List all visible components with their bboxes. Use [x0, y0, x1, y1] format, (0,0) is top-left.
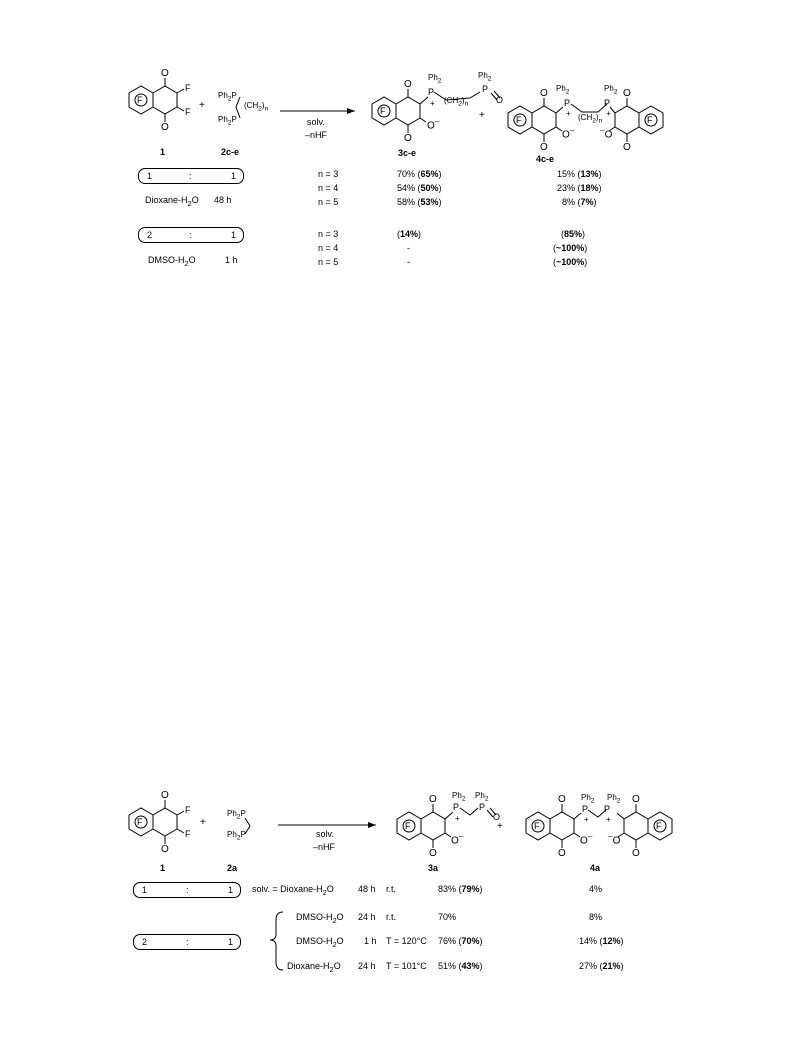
yield-4: (85%) [561, 229, 586, 239]
atom-o: O [558, 794, 566, 805]
atom-p-plus: P [564, 98, 571, 108]
compound-number-2ce: 2c-e [221, 147, 240, 157]
atom-o-minus: O– [562, 125, 575, 141]
ratio-sep: : [186, 937, 189, 947]
time-label: 24 h [358, 912, 376, 922]
compound-number-2a: 2a [227, 863, 238, 873]
atom-o-minus: –O [608, 831, 621, 847]
atom-o: O [623, 142, 631, 153]
yield-4: 15% (13%) [557, 169, 602, 179]
atom-f: F [137, 817, 143, 827]
yield-3: 83% (79%) [438, 884, 483, 894]
solvent-label: Dioxane-$H_2O$ [287, 961, 341, 974]
n-value: n = 4 [318, 243, 339, 253]
ratio-right: 1 [231, 171, 237, 181]
ph2p-label: $Ph_2P$ [218, 91, 237, 103]
ph2-label: $Ph_2$ [478, 71, 492, 83]
charge-plus: + [430, 99, 435, 108]
product-4a-structure [526, 804, 672, 848]
solvent-label: DMSO-$H_2O$ [296, 936, 344, 949]
temp-label: T = 101°C [386, 961, 427, 971]
atom-p-plus: P [582, 804, 589, 814]
atom-o: O [161, 844, 169, 855]
temp-label: r.t. [386, 884, 397, 894]
ph2-label: $Ph_2$ [581, 793, 595, 805]
atom-p-plus: P [604, 98, 611, 108]
yield-3: 51% (43%) [438, 961, 483, 971]
chain-label: $(CH_2)_n$ [244, 101, 269, 113]
atom-f: F [380, 106, 386, 116]
yield-3: - [407, 243, 410, 253]
plus-sign: + [200, 817, 206, 828]
ratio-right: 1 [231, 230, 237, 240]
yield-3: 76% (70%) [438, 936, 483, 946]
ratio-left: 2 [147, 230, 153, 240]
atom-f: F [185, 107, 191, 117]
plus-sign: + [479, 110, 485, 121]
atom-f: F [185, 805, 191, 815]
n-value: n = 4 [318, 183, 339, 193]
atom-o: O [429, 848, 437, 859]
ratio-sep: : [189, 230, 192, 240]
atom-f: F [656, 821, 662, 831]
atom-o-minus: –O [600, 125, 613, 141]
yield-4: 4% [589, 884, 603, 894]
ratio-sep: : [189, 171, 192, 181]
yield-4: 8% [589, 912, 603, 922]
solvent-label: Dioxane-$H_2O$ [145, 195, 199, 208]
atom-f: F [647, 115, 653, 125]
plus-sign: + [497, 821, 503, 832]
ph2-label: $Ph_2$ [604, 84, 618, 96]
yield-3: - [407, 257, 410, 267]
compound-number-1: 1 [160, 863, 166, 873]
ratio-right: 1 [228, 937, 234, 947]
n-value: n = 5 [318, 257, 339, 267]
solvent-label: solv. = Dioxane-$H_2O$ [252, 884, 334, 897]
ratio-left: 1 [142, 885, 148, 895]
time-label: 24 h [358, 961, 376, 971]
atom-o: O [623, 88, 631, 99]
atom-o-minus: O– [451, 831, 464, 847]
charge-plus: + [566, 109, 571, 118]
atom-o: O [161, 790, 169, 801]
atom-f: F [405, 821, 411, 831]
atom-p-plus: P [604, 804, 611, 814]
atom-o-minus: O– [427, 116, 440, 132]
yield-4: 27% (21%) [579, 961, 624, 971]
temp-label: r.t. [386, 912, 397, 922]
atom-p: P [482, 84, 489, 94]
charge-plus: + [584, 815, 589, 824]
yield-3: 70% (65%) [397, 169, 442, 179]
compound-number-1: 1 [160, 147, 166, 157]
yield-4: 14% (12%) [579, 936, 624, 946]
ph2p-label: $Ph_2P$ [227, 830, 246, 842]
time-label: 1 h [225, 255, 238, 265]
atom-o: O [161, 68, 169, 79]
yield-3: 58% (53%) [397, 197, 442, 207]
yield-3: (14%) [397, 229, 422, 239]
yield-3: 54% (50%) [397, 183, 442, 193]
ratio-left: 1 [147, 171, 153, 181]
ph2-label: $Ph_2$ [452, 791, 466, 803]
atom-o: O [632, 794, 640, 805]
atom-o: O [496, 95, 504, 105]
ratio-right: 1 [228, 885, 234, 895]
ph2p-label: $Ph_2P$ [227, 809, 246, 821]
ph2p-label: $Ph_2P$ [218, 115, 237, 127]
n-value: n = 5 [318, 197, 339, 207]
yield-4: 8% (7%) [562, 197, 597, 207]
condition-nhf: –nHF [305, 130, 328, 140]
compound-number-3ce: 3c-e [398, 148, 417, 158]
ratio-pill-4 [133, 934, 241, 950]
yield-4: 23% (18%) [557, 183, 602, 193]
temp-label: T = 120°C [386, 936, 427, 946]
atom-f: F [137, 95, 143, 105]
atom-f: F [534, 821, 540, 831]
atom-o-minus: O– [580, 831, 593, 847]
atom-o: O [632, 848, 640, 859]
atom-p-plus: P [453, 802, 460, 812]
n-value: n = 3 [318, 229, 339, 239]
condition-solv: solv. [307, 117, 325, 127]
time-label: 48 h [214, 195, 232, 205]
atom-f: F [516, 115, 522, 125]
atom-o: O [540, 88, 548, 99]
ph2-label: $Ph_2$ [607, 793, 621, 805]
condition-nhf: –nHF [313, 842, 336, 852]
ratio-sep: : [186, 885, 189, 895]
ratio-left: 2 [142, 937, 148, 947]
chain-label: $(CH_2)_n$ [578, 113, 603, 125]
charge-plus: + [606, 815, 611, 824]
plus-sign: + [199, 100, 205, 111]
charge-plus: + [455, 814, 460, 823]
atom-o: O [161, 122, 169, 133]
yield-4: (~100%) [553, 257, 588, 267]
atom-o: O [404, 79, 412, 90]
charge-plus: + [606, 109, 611, 118]
compound-number-3a: 3a [428, 863, 439, 873]
atom-o: O [493, 812, 501, 822]
time-label: 48 h [358, 884, 376, 894]
atom-p-plus: P [428, 87, 435, 97]
compound-number-4ce: 4c-e [536, 154, 555, 164]
ph2-label: $Ph_2$ [475, 791, 489, 803]
compound-number-4a: 4a [590, 863, 601, 873]
condition-solv: solv. [316, 829, 334, 839]
yield-3: 70% [438, 912, 457, 922]
yield-4: (~100%) [553, 243, 588, 253]
atom-o: O [429, 794, 437, 805]
solvent-label: DMSO-$H_2O$ [296, 912, 344, 925]
atom-o: O [404, 133, 412, 144]
ph2-label: $Ph_2$ [428, 73, 442, 85]
time-label: 1 h [364, 936, 377, 946]
solvent-label: DMSO-$H_2O$ [148, 255, 196, 268]
condition-brace [270, 912, 283, 970]
atom-f: F [185, 83, 191, 93]
atom-o: O [558, 848, 566, 859]
n-value: n = 3 [318, 169, 339, 179]
ph2-label: $Ph_2$ [556, 84, 570, 96]
atom-f: F [185, 829, 191, 839]
ratio-pill-3 [133, 882, 241, 898]
atom-p: P [479, 802, 486, 812]
atom-o: O [540, 142, 548, 153]
chain-label: $(CH_2)_n$ [444, 96, 469, 108]
